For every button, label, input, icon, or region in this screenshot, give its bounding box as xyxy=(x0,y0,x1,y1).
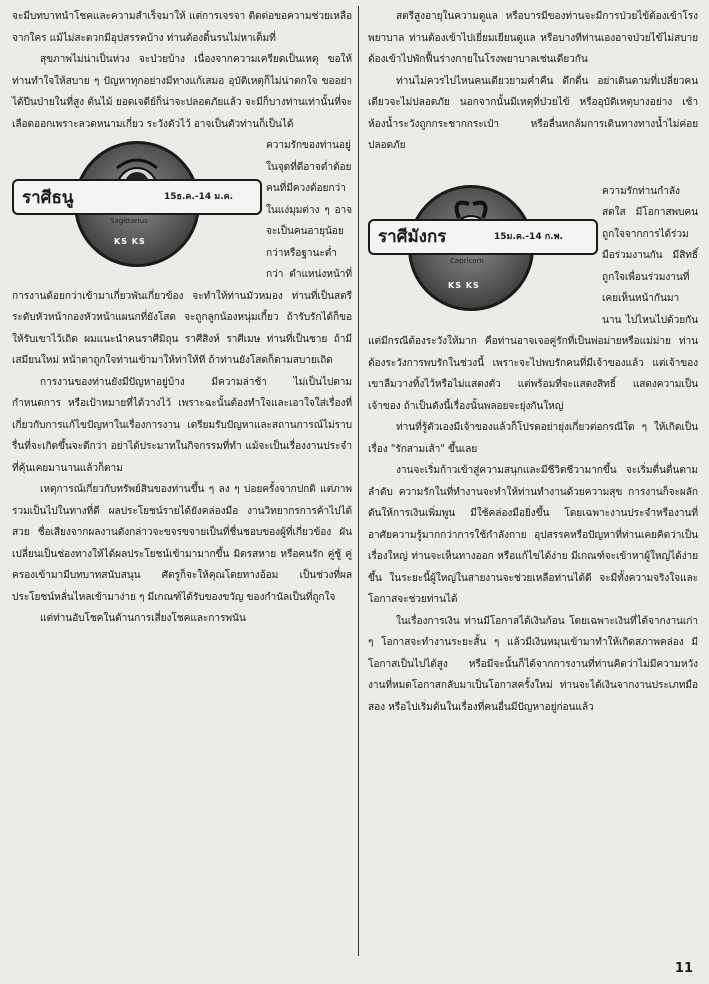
sagittarius-badge xyxy=(12,137,262,267)
sign-plate xyxy=(12,179,262,215)
left-love-paragraph: ความรักของท่านอยู่ในจุดที่ดีอาจต่ำต้อย คนที่มีควงด้อยกว่าในแง่มุมต่าง ๆ อาจจะเป็นคนอายุน้อยกว่าหรือฐานะต่ำกว่า ตำแหน่งหน้าที่การงานด้อยกว่าเข้ามาเกี่ยวพันเกี่ยวข้อง จะทำให้ท่านมัวหมอง ท่านที่เป็นสตรีระดับหัวหน้ากองหัวหน้าแผนกที่ยังโสด จะถูกลูกน้องหนุ่มเกี้ยว ถ้ารับรักได้ก็ขอให้รับเขาไว้เถิด ผมแนะนำคนราศีมิถุน ราศีสิงห์ ราศีเมษ ท่านที่เป็นชาย ถ้ามีเสมียนใหม่ หน้าตาถูกใจท่านเข้ามาให้ท่าให้ที ถ้าท่านยังโสดก็ตามสบายเถิด xyxy=(12,140,352,366)
right-money-paragraph: ในเรื่องการเงิน ท่านมีโอกาสได้เงินก้อน โดยเฉพาะเงินที่ได้จากงานเก่า ๆ โอกาสจะทำงานระยะสั้น ๆ แล้วมีเงินหมุนเข้ามาทำให้เกิดสภาพคล่อง มีโอกาสเป็นไปได้สูง หรือมีจะนั้นก็ได้จากการงานที่ท่านคิดว่าไม่มีความหวัง งานที่หมดโอกาสกลับมาเป็นโอกาสครั้งใหม่ ท่านจะได้เงินจากงานประเภทมือสอง หรือไปเริ่มต้นในเรื่องที่คนอื่นมีปัญหาอยู่ก่อนแล้ว xyxy=(368,615,698,713)
right-love-paragraph: ความรักท่านกำลังสดใส มีโอกาสพบคนถูกใจจากการได้ร่วมมือร่วมงานกัน มีสิทธิ์ถูกใจเพื่อนร่วมงานที่เคยเห็นหน้ากันมานาน ไปไหนไปด้วยกัน แต่มีกรณีต้องระวังให้มาก คือท่านอาจเจอคู่รักที่เป็นพ่อม่ายหรือแม่ม่าย ท่านต้องระวังการพบรักในช่วงนี้ เพราะจะไปพบรักคนที่มีเจ้าของแล้ว แต่เจ้าของเขาลืมวางทิ้งไว้หรือไม่แสดงตัว แต่พร้อมที่จะแสดงสิทธิ์ แสดงความเป็นเจ้าของ ถ้าเป็นดังนี้เรื่องนั้นพลอยจะยุ่งกันใหญ่ xyxy=(368,185,698,412)
left-health-paragraph: สุขภาพไม่น่าเป็นห่วง จะป่วยบ้าง เนื่องจากความเครียดเป็นเหตุ ขอให้ท่านทำใจให้สบาย ๆ ปัญหาทุกอย่างมีทางแก้เสมอ อุบัติเหตุก็ไม่น่าตกใจ ขออย่าได้ปีนป่ายในที่สูง ต้นไม้ ยอดเจดีย์ก็น่าจะปลอดภัยแล้ว จะมีก็บางท่านเท่านั้นที่จะเลือดออกเพราะลวดหนามเกี่ยว ระวังตัวไว้ อาจเป็นตัวท่านก็เป็นได้ xyxy=(12,54,352,130)
page-number: 11 xyxy=(674,961,693,976)
sign-plate xyxy=(368,219,598,255)
left-column xyxy=(12,6,352,630)
right-column xyxy=(368,6,698,718)
ks-logo: KS KS xyxy=(448,280,480,290)
left-intro-paragraph: จะมีบทบาทนำโชคและความสำเร็จมาให้ แต่การเจรจา ติดต่อขอความช่วยเหลือจากใคร แม้ไม่สะดวกมีอุปสรรคบ้าง ท่านต้องดิ้นรนไม่หาเต็มที่ xyxy=(12,11,352,44)
sign-name: ราศีธนู xyxy=(22,187,74,208)
left-money-paragraph: เหตุการณ์เกี่ยวกับทรัพย์สินของท่านขึ้น ๆ ลง ๆ บ่อยครั้งจากปกติ แต่ภาพรวมเป็นไปในทางที่ดี ผลประโยชน์รายได้ยังคล่องมือ งานวิทยากรการค้าไปได้สวย ชื่อเสียงจากผลงานดังกล่าวจะขจรขจายเป็นที่ชื่นชอบของผู้ที่เกี่ยวข้อง ผันเปลี่ยนเป็นช่องทางให้ได้ผลประโยชน์เข้ามามากขึ้น มิตรสหาย หรือคนรัก คู่ชู้ คู่ครองเข้ามามีบทบาทสนับสนุน ศัตรูก็จะให้คุณโดยทางอ้อม เป็นช่วงที่ผลประโยชน์หลั่นไหลเข้ามาง่าย ๆ มีเกณฑ์ได้รับของขวัญ ของกำนัลเป็นที่ถูกใจ xyxy=(12,484,352,603)
sign-latin: Sagittarius xyxy=(110,217,148,225)
column-divider xyxy=(358,6,359,956)
right-work-paragraph: งานจะเริ่มก้าวเข้าสู่ความสนุกและมีชีวิตชีวามากขึ้น จะเริ่มตื่นตื่นตามลำดับ ความรักในที่ทำงานจะทำให้ท่านทำงานด้วยความสุข การงานก็จะผลักดันให้การเงินเพิ่มพูน มีใช้คล่องมือยิ่งขึ้น โดยเฉพาะงานประจำหรืองานที่อาศัยความรู้มากกว่าการใช้กำลังกาย อุปสรรคหรือปัญหาที่ท่านเคยคิดว่าเป็นเรื่องใหญ่ ท่านจะเห็นทางออก หรือแก้ไขได้ง่าย มีเกณฑ์จะเข้าหาผู้ใหญ่ได้ง่ายขึ้น ในระยะนี้ผู้ใหญ่ในสายงานจะช่วยเหลือท่านได้ดี จะมีทั้งความจริงใจและโอกาสจะช่วยท่านได้ xyxy=(368,465,698,605)
right-travel-paragraph: ท่านไม่ควรไปไหนคนเดียวยามค่ำคืน ดึกดื่น อย่าเดินตามที่เปลี่ยวคนเดียวจะไม่ปลอดภัย นอกจากนั้นมีเหตุที่ป่วยไข้ หรืออุบัติเหตุบางอย่าง เช้าห้องน้ำระวังถูกกระชากกระเป๋า หรือลื่นหกล้มการเดินทางทางน้ำไม่ค่อยปลอดภัย xyxy=(368,75,698,151)
capricorn-badge xyxy=(368,181,598,311)
sign-dates: 15ธ.ค.-14 ม.ค. xyxy=(164,192,234,202)
ks-logo: KS KS xyxy=(114,237,146,246)
sign-latin: Capricorn xyxy=(450,256,484,265)
left-work-paragraph: การงานของท่านยังมีปัญหาอยู่บ้าง มีความล่าช้า ไม่เป็นไปตามกำหนดการ หรือเป้าหมายที่ได้วางไว้ เพราะฉะนั้นต้องทำใจและเอาใจใส่เรื่องที่เกี่ยวกับการแก้ไขปัญหาในเรื่องการงาน เตรียมรับปัญหาและสถานการณ์ไม่ราบรื่นที่จะเกิดขึ้นจะดีกว่า อย่าได้ประมาทในกิจกรรมที่ทำ แม้จะเป็นเรื่องงานประจำที่คุ้นเคยมานานแล้วก็ตาม xyxy=(12,376,352,474)
left-gamble-paragraph: แต่ท่านอับโชคในด้านการเสี่ยงโชคและการพนัน xyxy=(40,613,246,624)
right-warning-paragraph: ท่านที่รู้ตัวเองมีเจ้าของแล้วก็โปรดอย่ายุ่งเกี่ยวต่อกรณีใด ๆ ให้เกิดเป็นเรื่อง "รักสามเส้า" ขึ้นเลย xyxy=(368,422,698,455)
sign-name: ราศีมังกร xyxy=(378,227,447,247)
right-health-paragraph: สตรีสูงอายุในความดูแล หรือบารมีของท่านจะมีการป่วยไข้ต้องเข้าโรงพยาบาล ท่านต้องเข้าไปเยี่ยมเยียนดูแล หรือบางทีท่านเองอาจป่วยไข้ไม่สบาย ต้องเข้าไปพักฟื้นร่างกายในโรงพยาบาลเช่นเดียวกัน xyxy=(368,11,698,65)
sign-dates: 15ม.ค.-14 ก.พ. xyxy=(494,231,563,242)
